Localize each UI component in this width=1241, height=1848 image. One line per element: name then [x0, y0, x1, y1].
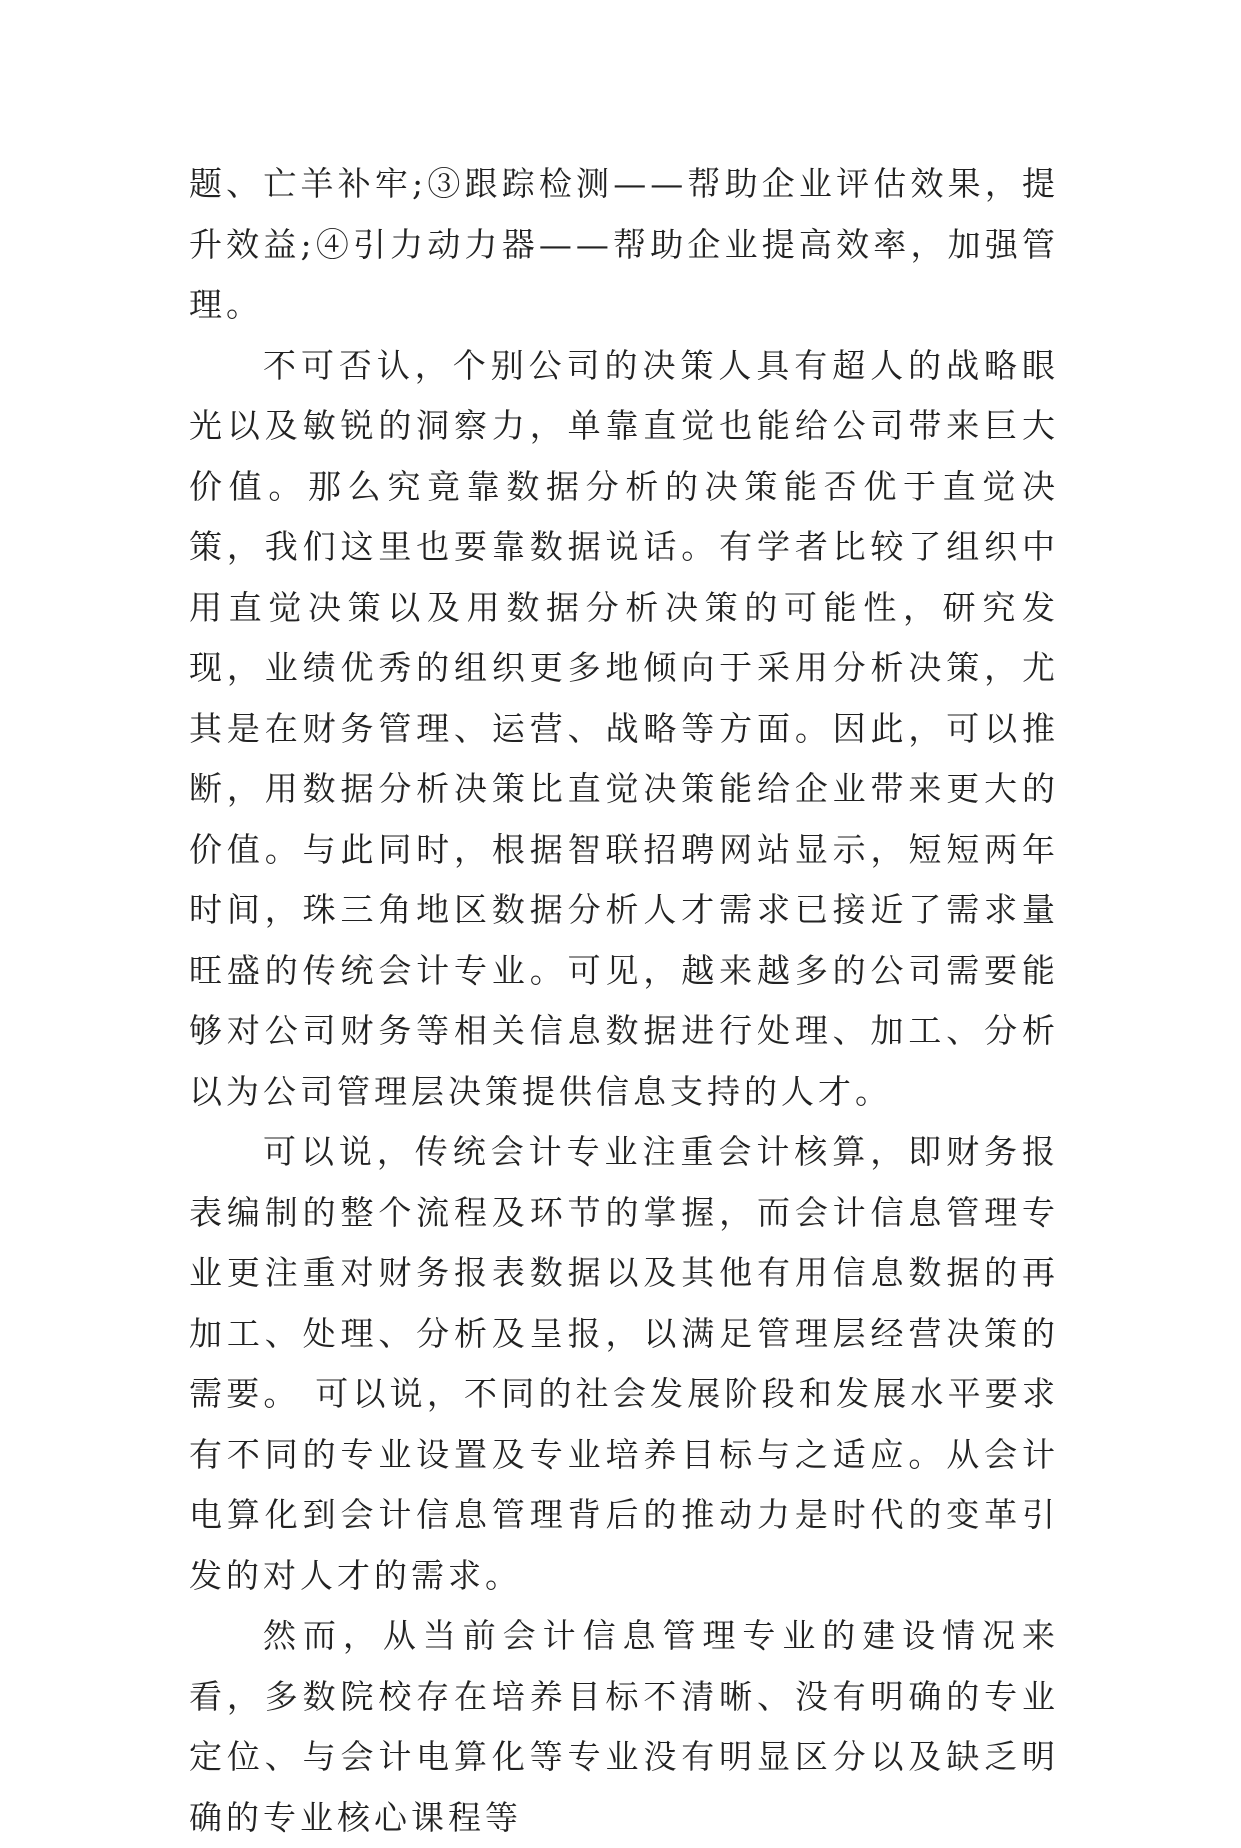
paragraph: 然而，从当前会计信息管理专业的建设情况来看，多数院校存在培养目标不清晰、没有明确的专业定位、与会计电算化等专业没有明显区分以及缺乏明确的专业核心课程等: [189, 1616, 1059, 1837]
paragraph: 不可否认，个别公司的决策人具有超人的战略眼光以及敏锐的洞察力，单靠直觉也能给公司带来巨大价值。那么究竟靠数据分析的决策能否优于直觉决策，我们这里也要靠数据说话。有学者比较了组织中用直觉决策以及用数据分析决策的可能性，研究发现，业绩优秀的组织更多地倾向于采用分析决策，尤其是在财务管理、运营、战略等方面。因此，可以推断，用数据分析决策比直觉决策能给企业带来更大的价值。与此同时，根据智联招聘网站显示，短短两年时间，珠三角地区数据分析人才需求已接近了需求量旺盛的传统会计专业。可见，越来越多的公司需要能够对公司财务等相关信息数据进行处理、加工、分析以为公司管理层决策提供信息支持的人才。: [189, 345, 1059, 1111]
body-text: [189, 154, 1059, 1848]
paragraph: 可以说，传统会计专业注重会计核算，即财务报表编制的整个流程及环节的掌握，而会计信息管理专业更注重对财务报表数据以及其他有用信息数据的再加工、处理、分析及呈报，以满足管理层经营决策的需要。 可以说，不同的社会发展阶段和发展水平要求有不同的专业设置及专业培养目标与之适应。从会计电算化到会计信息管理背后的推动力是时代的变革引发的对人才的需求。: [189, 1132, 1059, 1595]
paragraph: 题、亡羊补牢;③跟踪检测——帮助企业评估效果，提升效益;④引力动力器——帮助企业提高效率，加强管理。: [189, 164, 1059, 324]
